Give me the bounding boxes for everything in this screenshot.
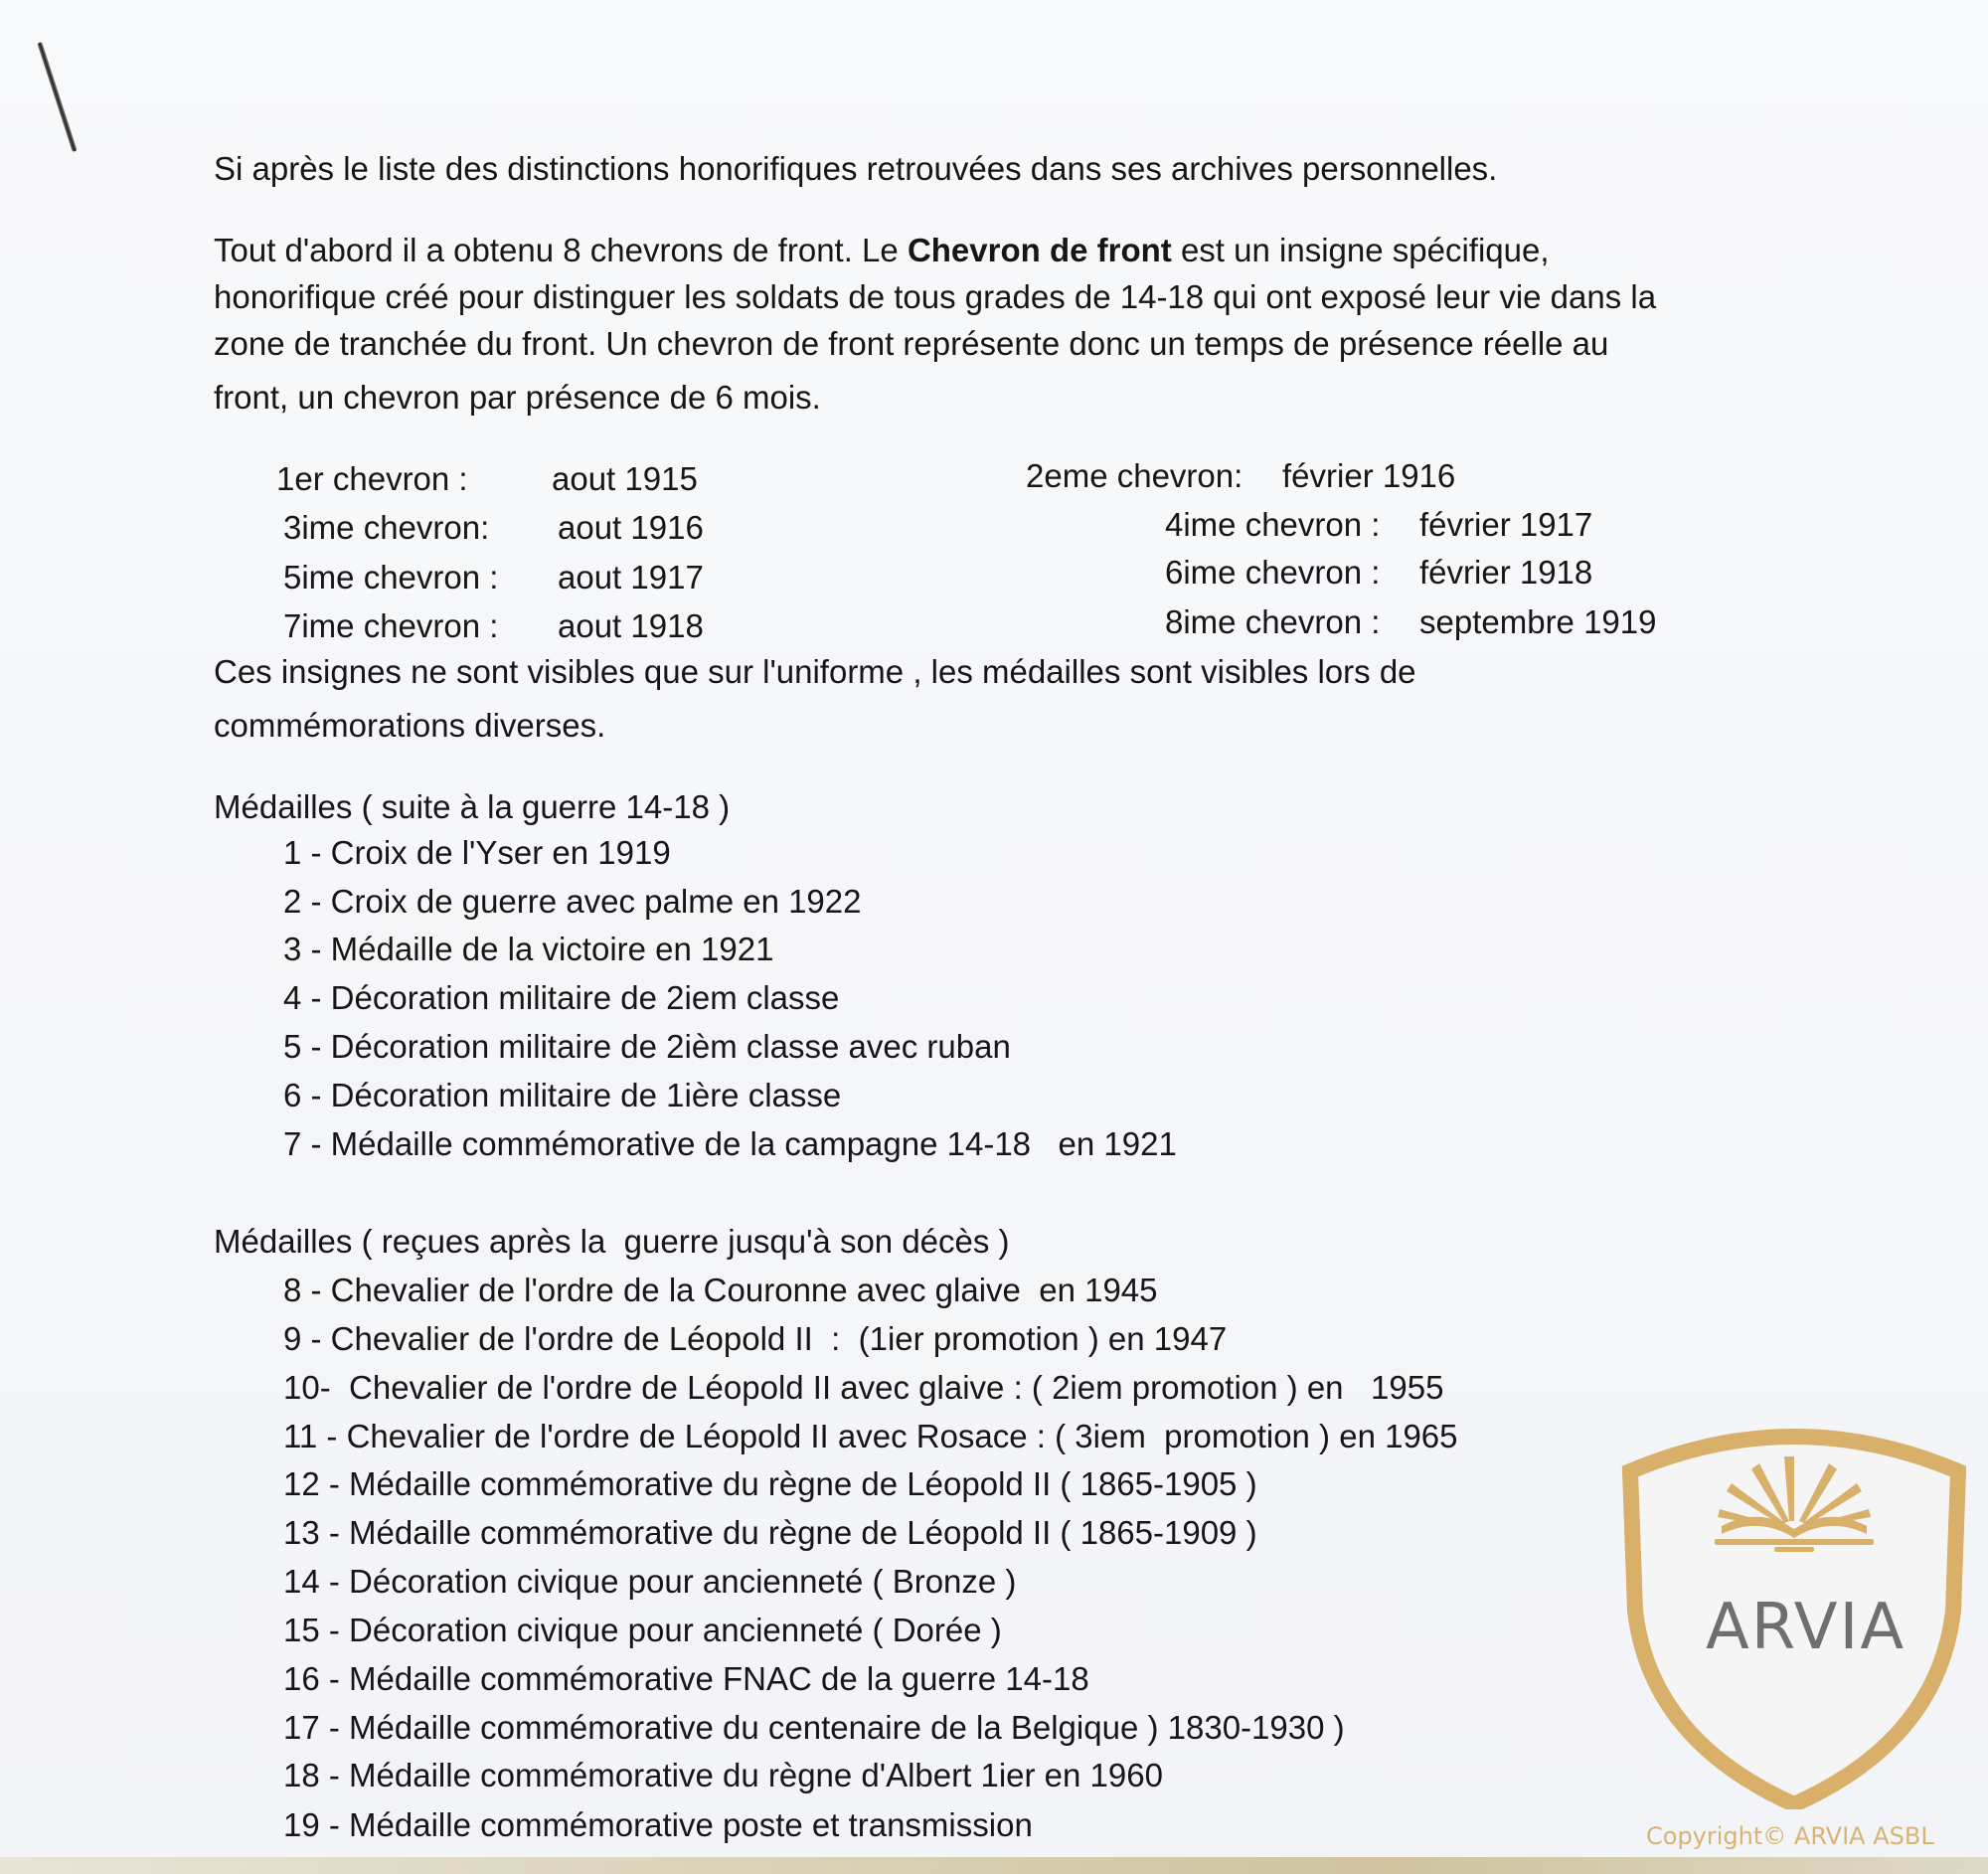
- list-item: 16 - Médaille commémorative FNAC de la guerre 14-18: [283, 1660, 1089, 1697]
- list-item: 17 - Médaille commémorative du centenaire de la Belgique ) 1830-1930 ): [283, 1709, 1345, 1746]
- list-item: 8 - Chevalier de l'ordre de la Couronne avec glaive en 1945: [283, 1272, 1158, 1308]
- chevron-label: 8ime chevron :: [1165, 603, 1381, 640]
- list-item: 4 - Décoration militaire de 2iem classe: [283, 979, 840, 1016]
- paragraph-text: est un insigne spécifique,: [1171, 232, 1550, 268]
- intro-text: Si après le liste des distinctions honorifiques retrouvées dans ses archives personnelles.: [214, 150, 1498, 187]
- list-item: 2 - Croix de guerre avec palme en 1922: [283, 883, 862, 920]
- chevron-label: 2eme chevron:: [1026, 457, 1243, 494]
- note-line-2: commémorations diverses.: [214, 707, 606, 744]
- list-item: 14 - Décoration civique pour ancienneté ( Bronze ): [283, 1563, 1017, 1600]
- list-item: 19 - Médaille commémorative poste et transmission: [283, 1806, 1033, 1843]
- paragraph-line-3: zone de tranchée du front. Un chevron de front représente donc un temps de présence réelle au: [214, 325, 1609, 362]
- page-bottom-edge: [0, 1857, 1988, 1874]
- paragraph-line-2: honorifique créé pour distinguer les soldats de tous grades de 14-18 qui ont exposé leur vie dans la: [214, 278, 1657, 315]
- list-item: 7 - Médaille commémorative de la campagne 14-18 en 1921: [283, 1125, 1177, 1162]
- list-item: 5 - Décoration militaire de 2ièm classe avec ruban: [283, 1028, 1011, 1065]
- chevron-date: aout 1917: [558, 559, 704, 596]
- list-item: 10- Chevalier de l'ordre de Léopold II avec glaive : ( 2iem promotion ) en 1955: [283, 1369, 1444, 1406]
- paragraph-text: Tout d'abord il a obtenu 8 chevrons de front. Le: [214, 232, 908, 268]
- chevron-label: 4ime chevron :: [1165, 506, 1381, 543]
- copyright-notice: Copyright© ARVIA ASBL: [1646, 1822, 1934, 1850]
- list-item: 13 - Médaille commémorative du règne de Léopold II ( 1865-1909 ): [283, 1514, 1257, 1551]
- list-item: 15 - Décoration civique pour ancienneté ( Dorée ): [283, 1612, 1002, 1648]
- list-item: 18 - Médaille commémorative du règne d'Albert 1ier en 1960: [283, 1757, 1163, 1793]
- chevron-date: février 1917: [1419, 506, 1593, 543]
- note-line-1: Ces insignes ne sont visibles que sur l'uniforme , les médailles sont visibles lors de: [214, 653, 1416, 690]
- chevron-label: 1er chevron :: [276, 460, 468, 497]
- chevron-label: 7ime chevron :: [283, 607, 499, 644]
- logo-wordmark: ARVIA: [1706, 1591, 1906, 1664]
- list-item: 3 - Médaille de la victoire en 1921: [283, 931, 774, 967]
- chevron-date: aout 1916: [558, 509, 704, 546]
- paragraph-line-4: front, un chevron par présence de 6 mois.: [214, 379, 821, 416]
- chevron-label: 5ime chevron :: [283, 559, 499, 596]
- bold-term: Chevron de front: [907, 232, 1172, 268]
- chevron-date: septembre 1919: [1419, 603, 1657, 640]
- list-item: 6 - Décoration militaire de 1ière classe: [283, 1077, 842, 1113]
- chevron-date: février 1918: [1419, 554, 1593, 591]
- chevron-date: février 1916: [1282, 457, 1456, 494]
- list-item: 1 - Croix de l'Yser en 1919: [283, 834, 671, 871]
- list-item: 9 - Chevalier de l'ordre de Léopold II : (1ier promotion ) en 1947: [283, 1320, 1228, 1357]
- section-heading: Médailles ( reçues après la guerre jusqu'à son décès ): [214, 1223, 1010, 1260]
- chevron-date: aout 1918: [558, 607, 704, 644]
- list-item: 11 - Chevalier de l'ordre de Léopold II avec Rosace : ( 3iem promotion ) en 1965: [283, 1418, 1458, 1454]
- chevron-label: 3ime chevron:: [283, 509, 490, 546]
- chevron-date: aout 1915: [552, 460, 698, 497]
- chevron-label: 6ime chevron :: [1165, 554, 1381, 591]
- section-heading: Médailles ( suite à la guerre 14-18 ): [214, 788, 731, 825]
- list-item: 12 - Médaille commémorative du règne de Léopold II ( 1865-1905 ): [283, 1465, 1257, 1502]
- paragraph-line-1: [214, 231, 1550, 270]
